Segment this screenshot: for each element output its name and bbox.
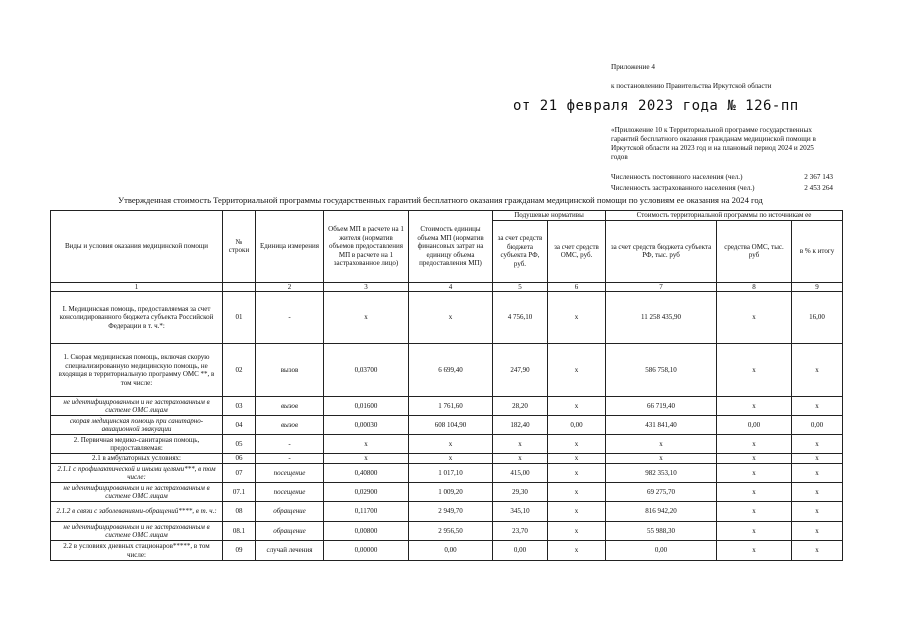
- table-row: [51, 454, 843, 464]
- column-numbers-row: [51, 282, 843, 292]
- row-pc-oms: x: [548, 464, 606, 483]
- row-pc-budget: 29,30: [493, 483, 548, 502]
- header-cost-group: Стоимость территориальной программы по источникам ее: [606, 211, 843, 221]
- row-pc-budget: 4 756,10: [493, 292, 548, 344]
- row-no: 07: [223, 464, 256, 483]
- header-row-no: № строки: [223, 211, 256, 283]
- row-c-budget: 982 353,10: [606, 464, 717, 483]
- row-c-budget: x: [606, 435, 717, 454]
- table-row: [51, 292, 843, 344]
- row-no: 06: [223, 454, 256, 464]
- row-name: скорая медицинская помощь при санитарно-авиационной эвакуации: [51, 416, 223, 435]
- table-row: [51, 464, 843, 483]
- row-c-oms: x: [717, 397, 792, 416]
- row-volume: 0,03700: [324, 344, 409, 397]
- population-insured: [611, 184, 833, 193]
- row-pc-oms: x: [548, 483, 606, 502]
- table-row: [51, 483, 843, 502]
- row-pc-oms: 0,00: [548, 416, 606, 435]
- row-name: I. Медицинская помощь, предоставляемая за счет консолидированного бюджета субъекта Российской Федерации в т. ч.*:: [51, 292, 223, 344]
- row-cost: 1 761,60: [409, 397, 493, 416]
- appendix-label: Приложение 4: [611, 63, 655, 71]
- row-unit: вызов: [256, 416, 324, 435]
- row-c-oms: x: [717, 435, 792, 454]
- row-c-oms: x: [717, 464, 792, 483]
- row-c-oms: x: [717, 454, 792, 464]
- row-cost: x: [409, 292, 493, 344]
- header-per-capita-budget: за счет средств бюджета субъекта РФ, руб.: [493, 220, 548, 282]
- row-volume: 0,00800: [324, 522, 409, 541]
- row-cost: 608 104,90: [409, 416, 493, 435]
- row-pct: x: [792, 435, 843, 454]
- header-unit-cost: Стоимость единицы объема МП (норматив финансовых затрат на единицу объема предоставления МП): [409, 211, 493, 283]
- row-no: 05: [223, 435, 256, 454]
- row-cost: 2 949,70: [409, 502, 493, 522]
- row-pc-budget: 345,10: [493, 502, 548, 522]
- row-pc-oms: x: [548, 397, 606, 416]
- col-number: 8: [717, 282, 792, 292]
- row-c-oms: 0,00: [717, 416, 792, 435]
- row-name: не идентифицированным и не застрахованным в системе ОМС лицам: [51, 397, 223, 416]
- table-body: [51, 292, 843, 561]
- row-volume: 0,00000: [324, 541, 409, 561]
- population-permanent: [611, 173, 833, 182]
- row-unit: посещение: [256, 483, 324, 502]
- row-volume: 0,40800: [324, 464, 409, 483]
- row-c-budget: 0,00: [606, 541, 717, 561]
- row-pc-budget: 182,40: [493, 416, 548, 435]
- row-c-budget: 816 942,20: [606, 502, 717, 522]
- row-c-oms: x: [717, 502, 792, 522]
- row-name: 2.1.2 в связи с заболеваниями-обращений****, в т. ч.:: [51, 502, 223, 522]
- row-c-budget: 69 275,70: [606, 483, 717, 502]
- row-c-budget: 586 758,10: [606, 344, 717, 397]
- row-pct: 16,00: [792, 292, 843, 344]
- row-pc-oms: x: [548, 541, 606, 561]
- row-pc-oms: x: [548, 435, 606, 454]
- col-number: 9: [792, 282, 843, 292]
- row-unit: обращение: [256, 502, 324, 522]
- row-cost: 0,00: [409, 541, 493, 561]
- table-row: [51, 522, 843, 541]
- row-c-oms: x: [717, 522, 792, 541]
- resolution-reference: к постановлению Правительства Иркутской области: [611, 82, 772, 90]
- row-name: не идентифицированным и не застрахованным в системе ОМС лицам: [51, 483, 223, 502]
- row-pct: x: [792, 344, 843, 397]
- row-c-oms: x: [717, 541, 792, 561]
- row-pct: x: [792, 522, 843, 541]
- resolution-date: от 21 февраля 2023 года № 126-пп: [513, 98, 799, 114]
- row-volume: 0,02900: [324, 483, 409, 502]
- col-number: 4: [409, 282, 493, 292]
- row-no: 08.1: [223, 522, 256, 541]
- row-name: не идентифицированным и не застрахованным в системе ОМС лицам: [51, 522, 223, 541]
- row-name: 2.1 в амбулаторных условиях:: [51, 454, 223, 464]
- row-unit: посещение: [256, 464, 324, 483]
- row-unit: обращение: [256, 522, 324, 541]
- row-volume: x: [324, 435, 409, 454]
- row-c-oms: x: [717, 483, 792, 502]
- population-permanent-value: 2 367 143: [804, 173, 833, 181]
- table-row: [51, 397, 843, 416]
- row-pct: x: [792, 541, 843, 561]
- row-pct: x: [792, 483, 843, 502]
- row-name: 2. Первичная медико-санитарная помощь, предоставляемая:: [51, 435, 223, 454]
- header-volume: Объем МП в расчете на 1 жителя (норматив объемов предоставления МП в расчете на 1 застрахованное лицо): [324, 211, 409, 283]
- row-pct: 0,00: [792, 416, 843, 435]
- col-number: 3: [324, 282, 409, 292]
- row-pc-budget: x: [493, 454, 548, 464]
- row-name: 2.1.1 с профилактической и иными целями***, в том числе:: [51, 464, 223, 483]
- row-unit: -: [256, 435, 324, 454]
- row-pc-oms: x: [548, 522, 606, 541]
- row-volume: 0,01600: [324, 397, 409, 416]
- population-permanent-label: Численность постоянного населения (чел.): [611, 173, 743, 181]
- row-c-oms: x: [717, 344, 792, 397]
- row-pct: x: [792, 454, 843, 464]
- row-unit: -: [256, 292, 324, 344]
- row-c-budget: 66 719,40: [606, 397, 717, 416]
- row-pc-oms: x: [548, 292, 606, 344]
- row-no: 01: [223, 292, 256, 344]
- row-no: 04: [223, 416, 256, 435]
- row-pc-oms: x: [548, 454, 606, 464]
- col-number: 2: [256, 282, 324, 292]
- table-header: [51, 211, 843, 292]
- annex-reference: «Приложение 10 к Территориальной программе государственных гарантий бесплатного оказания гражданам медицинской помощи в Иркутской области на 2023 год и на плановый период 2024 и 2025 годов: [611, 126, 816, 161]
- row-pct: x: [792, 397, 843, 416]
- header-kind: Виды и условия оказания медицинской помощи: [51, 211, 223, 283]
- population-insured-label: Численность застрахованного населения (чел.): [611, 184, 755, 192]
- table-row: [51, 502, 843, 522]
- row-pct: x: [792, 464, 843, 483]
- row-pc-budget: 415,00: [493, 464, 548, 483]
- col-number: 1: [51, 282, 223, 292]
- header-cost-oms: средства ОМС, тыс. руб: [717, 220, 792, 282]
- row-c-oms: x: [717, 292, 792, 344]
- row-pct: x: [792, 502, 843, 522]
- row-cost: 1 017,10: [409, 464, 493, 483]
- row-pc-oms: x: [548, 502, 606, 522]
- row-pc-budget: 0,00: [493, 541, 548, 561]
- row-unit: -: [256, 454, 324, 464]
- row-no: 07.1: [223, 483, 256, 502]
- row-c-budget: 11 258 435,90: [606, 292, 717, 344]
- row-pc-oms: x: [548, 344, 606, 397]
- table-row: [51, 541, 843, 561]
- row-volume: x: [324, 292, 409, 344]
- row-volume: 0,11700: [324, 502, 409, 522]
- table-row: [51, 344, 843, 397]
- row-cost: 2 956,50: [409, 522, 493, 541]
- header-per-capita-oms: за счет средств ОМС, руб.: [548, 220, 606, 282]
- row-unit: вызов: [256, 344, 324, 397]
- row-unit: вызов: [256, 397, 324, 416]
- row-pc-budget: 28,20: [493, 397, 548, 416]
- row-pc-budget: 247,90: [493, 344, 548, 397]
- cost-table: [50, 210, 843, 561]
- row-cost: 6 699,40: [409, 344, 493, 397]
- row-no: 09: [223, 541, 256, 561]
- table-row: [51, 435, 843, 454]
- table-row: [51, 416, 843, 435]
- col-number: 6: [548, 282, 606, 292]
- row-no: 02: [223, 344, 256, 397]
- header-unit: Единица измерения: [256, 211, 324, 283]
- row-cost: x: [409, 435, 493, 454]
- header-per-capita-group: Подушевые нормативы: [493, 211, 606, 221]
- row-name: 1. Скорая медицинская помощь, включая скорую специализированную медицинскую помощь, не входящая в территориальную программу ОМС **, в том числе:: [51, 344, 223, 397]
- document-title: Утвержденная стоимость Территориальной программы государственных гарантий бесплатного оказания гражданам медицинской помощи по условиям ее оказания на 2024 год: [118, 195, 763, 205]
- row-no: 08: [223, 502, 256, 522]
- header-cost-budget: за счет средств бюджета субъекта РФ, тыс. руб: [606, 220, 717, 282]
- row-pc-budget: x: [493, 435, 548, 454]
- row-unit: случай лечения: [256, 541, 324, 561]
- col-number: 5: [493, 282, 548, 292]
- header-cost-pct: в % к итогу: [792, 220, 843, 282]
- row-pc-budget: 23,70: [493, 522, 548, 541]
- row-no: 03: [223, 397, 256, 416]
- row-c-budget: 431 841,40: [606, 416, 717, 435]
- row-volume: x: [324, 454, 409, 464]
- col-number: 7: [606, 282, 717, 292]
- col-number: [223, 282, 256, 292]
- row-c-budget: 55 988,30: [606, 522, 717, 541]
- row-cost: 1 009,20: [409, 483, 493, 502]
- row-c-budget: x: [606, 454, 717, 464]
- row-cost: x: [409, 454, 493, 464]
- row-volume: 0,00030: [324, 416, 409, 435]
- population-insured-value: 2 453 264: [804, 184, 833, 192]
- row-name: 2.2 в условиях дневных стационаров*****, в том числе:: [51, 541, 223, 561]
